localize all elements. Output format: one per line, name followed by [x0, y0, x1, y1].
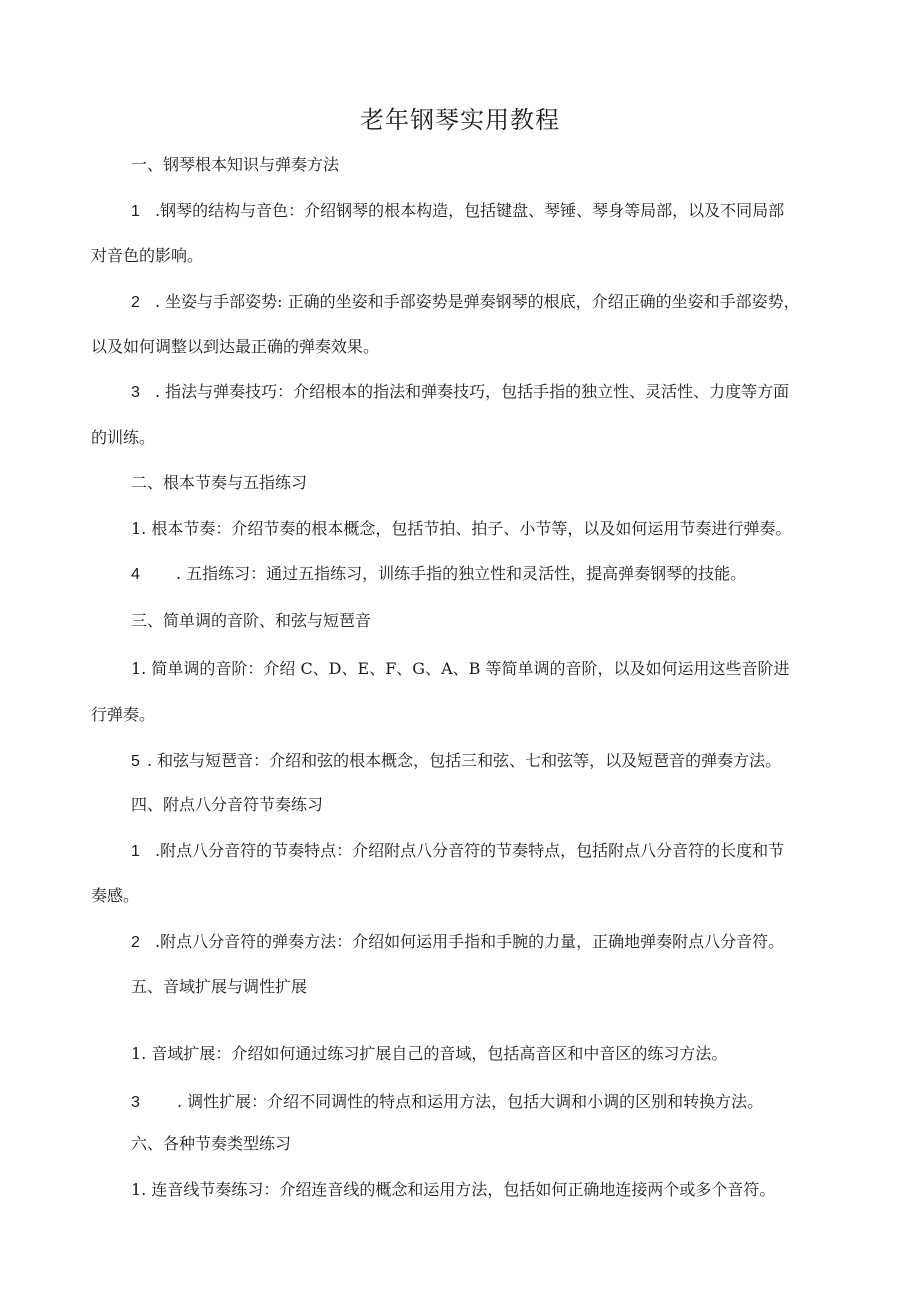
section-heading-6: 六、各种节奏类型练习	[131, 1134, 292, 1153]
section-heading-5: 五、音域扩展与调性扩展	[131, 977, 308, 996]
list-item-line: 2 . 坐姿与手部姿势: 正确的坐姿和手部姿势是弹奏钢琴的根底，介绍正确的坐姿和手部姿势，	[131, 290, 800, 315]
list-item-line: 1 .附点八分音符的节奏特点：介绍附点八分音符的节奏特点，包括附点八分音符的长度和节	[131, 839, 784, 864]
item-number: 4	[131, 566, 140, 583]
list-item-continuation: 对音色的影响。	[91, 246, 204, 265]
section-heading-4: 四、附点八分音符节奏练习	[131, 795, 324, 814]
item-number: 2	[131, 934, 140, 951]
item-number: 5	[131, 753, 140, 770]
item-number: 3	[131, 384, 140, 401]
list-item-continuation: 奏感。	[91, 886, 140, 905]
document-title: 老年钢琴实用教程	[360, 106, 560, 134]
item-number: 1	[131, 843, 140, 860]
list-item-line: 4 . 五指练习：通过五指练习，训练手指的独立性和灵活性，提高弹奏钢琴的技能。	[131, 562, 746, 587]
list-item-line: 1. 音域扩展：介绍如何通过练习扩展自己的音域，包括高音区和中音区的练习方法。	[131, 1044, 728, 1063]
section-heading-3: 三、简单调的音阶、和弦与短琶音	[131, 611, 372, 630]
section-heading-2: 二、根本节奏与五指练习	[131, 473, 308, 492]
list-item-line: 1 .钢琴的结构与音色：介绍钢琴的根本构造，包括键盘、琴锤、琴身等局部，以及不同局部	[131, 199, 784, 224]
list-item-continuation: 行弹奏。	[91, 705, 156, 724]
list-item-line: 1. 连音线节奏练习：介绍连音线的概念和运用方法，包括如何正确地连接两个或多个音符。	[131, 1180, 776, 1199]
list-item-line: 1. 简单调的音阶：介绍 C、D、E、F、G、A、B 等简单调的音阶，以及如何运用这些音阶进	[131, 659, 790, 678]
list-item-line: 3 . 调性扩展：介绍不同调性的特点和运用方法，包括大调和小调的区别和转换方法。	[131, 1090, 763, 1115]
item-number: 3	[131, 1094, 140, 1111]
list-item-line: 5 . 和弦与短琶音：介绍和弦的根本概念，包括三和弦、七和弦等，以及短琶音的弹奏方法。	[131, 749, 781, 774]
list-item-line: 1. 根本节奏：介绍节奏的根本概念，包括节拍、拍子、小节等，以及如何运用节奏进行弹奏。	[131, 519, 792, 538]
list-item-continuation: 以及如何调整以到达最正确的弹奏效果。	[91, 337, 380, 356]
section-heading-1: 一、钢琴根本知识与弹奏方法	[131, 155, 340, 174]
list-item-line: 3 . 指法与弹奏技巧：介绍根本的指法和弹奏技巧，包括手指的独立性、灵活性、力度等方面	[131, 380, 789, 405]
list-item-continuation: 的训练。	[91, 428, 156, 447]
list-item-line: 2 .附点八分音符的弹奏方法：介绍如何运用手指和手腕的力量，正确地弹奏附点八分音符。	[131, 930, 784, 955]
item-number: 1	[131, 203, 140, 220]
item-number: 2	[131, 294, 140, 311]
